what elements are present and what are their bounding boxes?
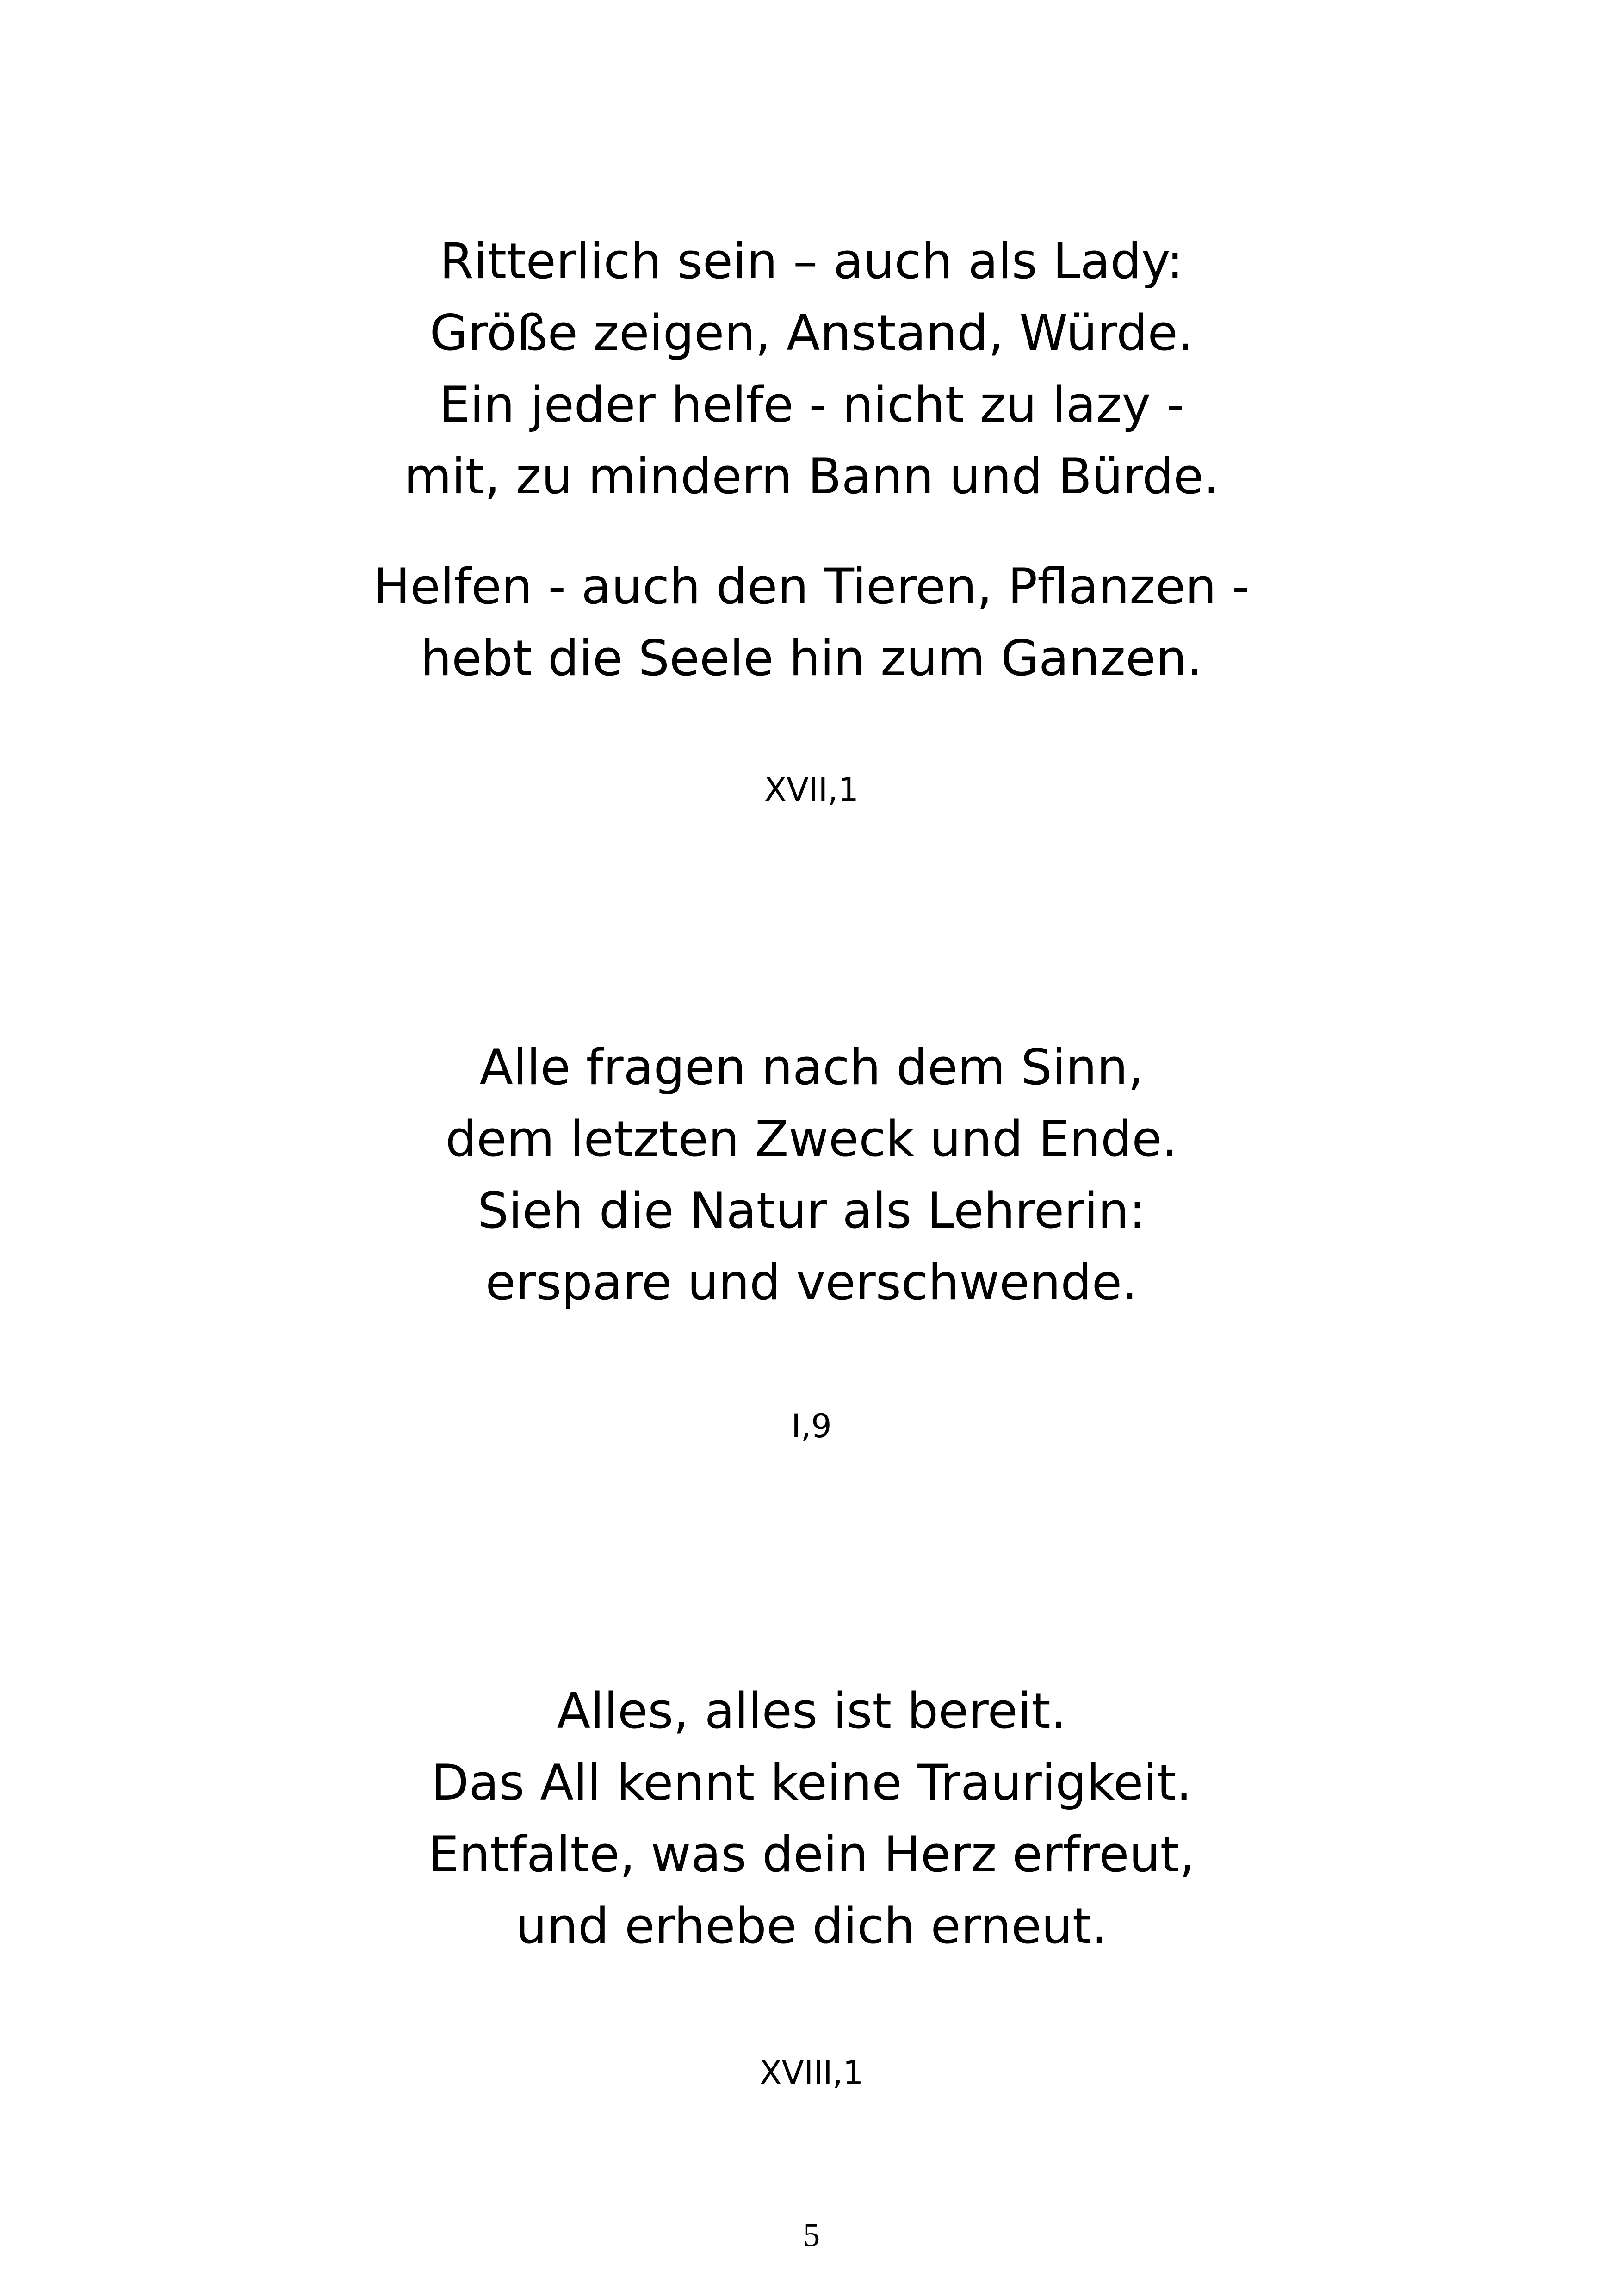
poem-line: Alles, alles ist bereit. — [557, 1682, 1066, 1739]
poem-line: Das All kennt keine Traurigkeit. — [431, 1754, 1192, 1811]
poem-1-stanza-1 — [0, 225, 1623, 512]
poem-2-stanza-1 — [0, 1031, 1623, 1318]
poem-line: hebt die Seele hin zum Ganzen. — [421, 630, 1202, 687]
poem-1-stanza-2 — [0, 551, 1623, 694]
poem-line: Ein jeder helfe - nicht zu lazy - — [439, 376, 1184, 433]
poem-line: erspare und verschwende. — [485, 1254, 1138, 1311]
poem-2-reference: I,9 — [791, 1407, 832, 1445]
poem-line: und erhebe dich erneut. — [515, 1898, 1108, 1955]
poem-line: Ritterlich sein – auch als Lady: — [440, 233, 1183, 290]
poem-line: Helfen - auch den Tieren, Pflanzen - — [373, 558, 1250, 615]
poem-line: Größe zeigen, Anstand, Würde. — [429, 304, 1194, 361]
poem-line: mit, zu mindern Bann und Bürde. — [403, 448, 1220, 505]
poem-3-stanza-1 — [0, 1675, 1623, 1962]
poem-line: Alle fragen nach dem Sinn, — [479, 1039, 1144, 1096]
poem-1-reference: XVII,1 — [764, 771, 859, 809]
poem-line: Sieh die Natur als Lehrerin: — [477, 1182, 1146, 1239]
poem-line: dem letzten Zweck und Ende. — [445, 1111, 1178, 1167]
page-number: 5 — [803, 2216, 820, 2253]
poem-3-reference: XVIII,1 — [759, 2054, 864, 2092]
poem-line: Entfalte, was dein Herz erfreut, — [428, 1826, 1195, 1883]
